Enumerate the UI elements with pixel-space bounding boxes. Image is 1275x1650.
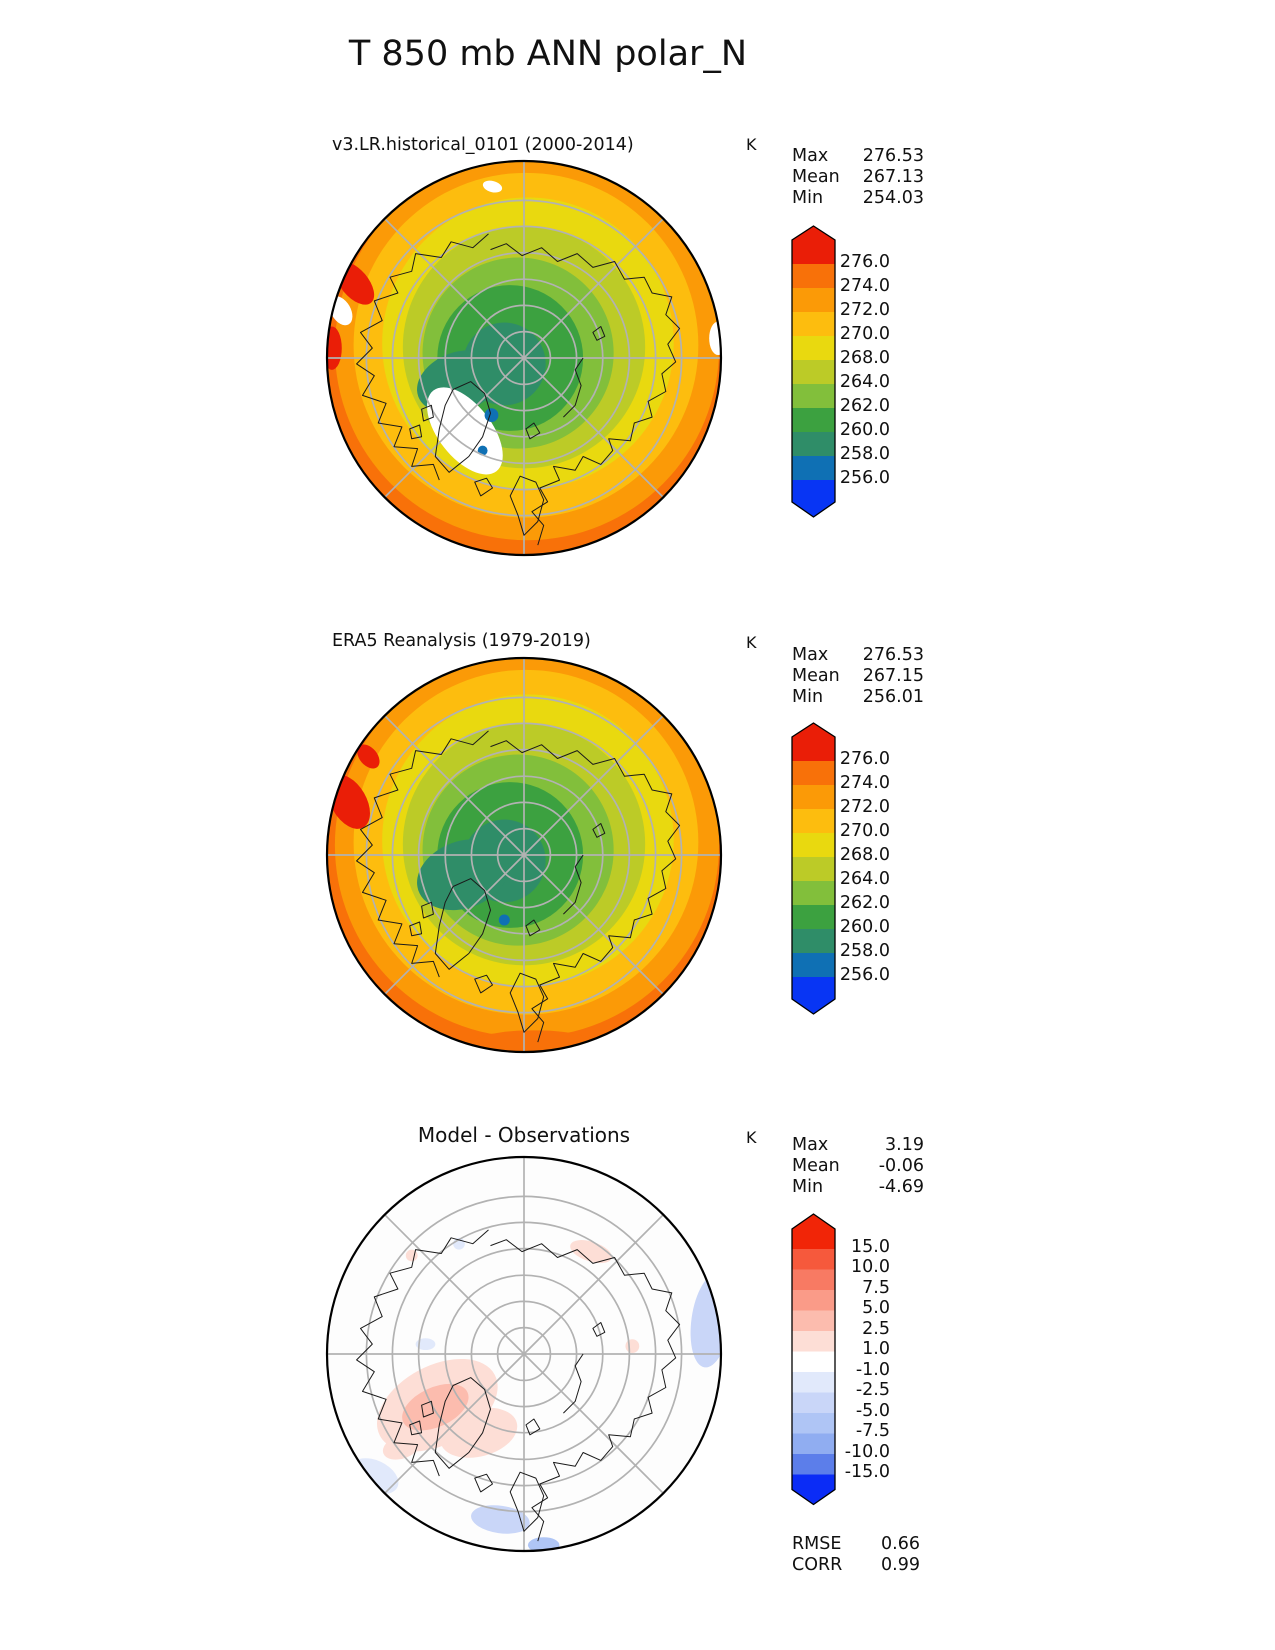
units-label-reference: K	[746, 633, 757, 652]
colorbar-tick-label: 274.0	[839, 275, 890, 296]
colorbar-tick-label: 15.0	[851, 1236, 890, 1257]
stat-label: Mean	[792, 1156, 840, 1176]
colorbar-tick-label: -2.5	[855, 1380, 890, 1400]
stat-value: 0.66	[881, 1534, 920, 1554]
stat-row-rmse	[792, 1534, 920, 1555]
colorbar-tick-label: 260.0	[839, 419, 890, 440]
colorbar-tick-label: 258.0	[839, 940, 890, 961]
stat-value: -4.69	[878, 1177, 924, 1197]
colorbar-tick-label: 258.0	[839, 443, 890, 464]
colorbar-tick-label: -5.0	[855, 1400, 890, 1421]
panel-title-model: v3.LR.historical_0101 (2000-2014)	[332, 135, 634, 155]
stat-value: 3.19	[885, 1135, 924, 1155]
stat-row-min	[792, 1177, 924, 1198]
metrics-block	[792, 1534, 920, 1576]
stat-value: 256.01	[862, 687, 924, 707]
units-label-difference: K	[746, 1128, 757, 1147]
stat-label: Max	[792, 645, 829, 665]
stat-label: CORR	[792, 1555, 843, 1575]
stat-value: -0.06	[878, 1156, 924, 1176]
stat-label: Min	[792, 1177, 824, 1197]
colorbar-tick-label: 264.0	[839, 868, 890, 889]
stat-label: Min	[792, 188, 824, 208]
stat-label: Max	[792, 1135, 829, 1155]
graticule	[327, 658, 721, 1052]
colorbar-tick-label: 256.0	[839, 467, 890, 488]
stat-label: Max	[792, 146, 829, 166]
stat-row-min	[792, 687, 924, 708]
stat-label: Mean	[792, 167, 840, 187]
stat-value: 276.53	[862, 645, 924, 665]
colorbar-tick-label: 1.0	[862, 1339, 890, 1359]
stats-block-difference	[792, 1135, 924, 1198]
polar-map-difference	[314, 1144, 734, 1564]
colorbar-tick-label: 274.0	[839, 772, 890, 793]
stat-row-corr	[792, 1555, 920, 1576]
colorbar-tick-label: 276.0	[839, 748, 890, 769]
polar-map-reference	[314, 645, 734, 1065]
units-label-model: K	[746, 135, 757, 154]
panel-title-difference: Model - Observations	[417, 1123, 631, 1147]
colorbar-tick-label: 256.0	[839, 964, 890, 985]
stat-row-mean	[792, 1156, 924, 1177]
stat-row-mean	[792, 666, 924, 687]
stat-row-max	[792, 1135, 924, 1156]
colorbar-tick-label: 268.0	[839, 347, 890, 368]
colorbar-tick-label: 2.5	[862, 1318, 890, 1339]
colorbar-tick-label: 10.0	[851, 1257, 890, 1277]
figure-title: T 850 mb ANN polar_N	[348, 34, 748, 74]
stat-value: 0.99	[881, 1555, 920, 1575]
stat-value: 267.13	[862, 167, 924, 187]
graticule	[327, 1157, 721, 1551]
colorbar-tick-label: -1.0	[855, 1359, 890, 1380]
stat-label: Min	[792, 687, 824, 707]
stat-row-min	[792, 188, 924, 209]
colorbar-tick-label: 264.0	[839, 371, 890, 392]
polar-map-model	[314, 148, 734, 568]
stat-row-max	[792, 645, 924, 666]
stat-label: Mean	[792, 666, 840, 686]
colorbar-tick-label: 270.0	[839, 820, 890, 841]
colorbar-tick-label: 268.0	[839, 844, 890, 865]
colorbar-tick-label: 272.0	[839, 299, 890, 320]
colorbar-tick-label: 276.0	[839, 251, 890, 272]
colorbar-tick-label: 270.0	[839, 323, 890, 344]
graticule	[327, 161, 721, 555]
stat-row-mean	[792, 167, 924, 188]
stat-value: 267.15	[862, 666, 924, 686]
colorbar-tick-label: -15.0	[844, 1462, 890, 1482]
stats-block-model	[792, 146, 924, 209]
stat-value: 276.53	[862, 146, 924, 166]
colorbar-tick-label: -10.0	[844, 1441, 890, 1462]
stat-label: RMSE	[792, 1534, 842, 1554]
colorbar-tick-label: 272.0	[839, 796, 890, 817]
colorbar-tick-label: 260.0	[839, 916, 890, 937]
colorbar-tick-label: -7.5	[855, 1421, 890, 1441]
panel-title-reference: ERA5 Reanalysis (1979-2019)	[332, 631, 591, 651]
stats-block-reference	[792, 645, 924, 708]
colorbar-tick-label: 5.0	[862, 1298, 890, 1318]
colorbar-tick-label: 262.0	[839, 892, 890, 913]
stat-value: 254.03	[862, 188, 924, 208]
stat-row-max	[792, 146, 924, 167]
colorbar-tick-label: 262.0	[839, 395, 890, 416]
colorbar-tick-label: 7.5	[862, 1277, 890, 1298]
temperature-field	[327, 1157, 734, 1553]
